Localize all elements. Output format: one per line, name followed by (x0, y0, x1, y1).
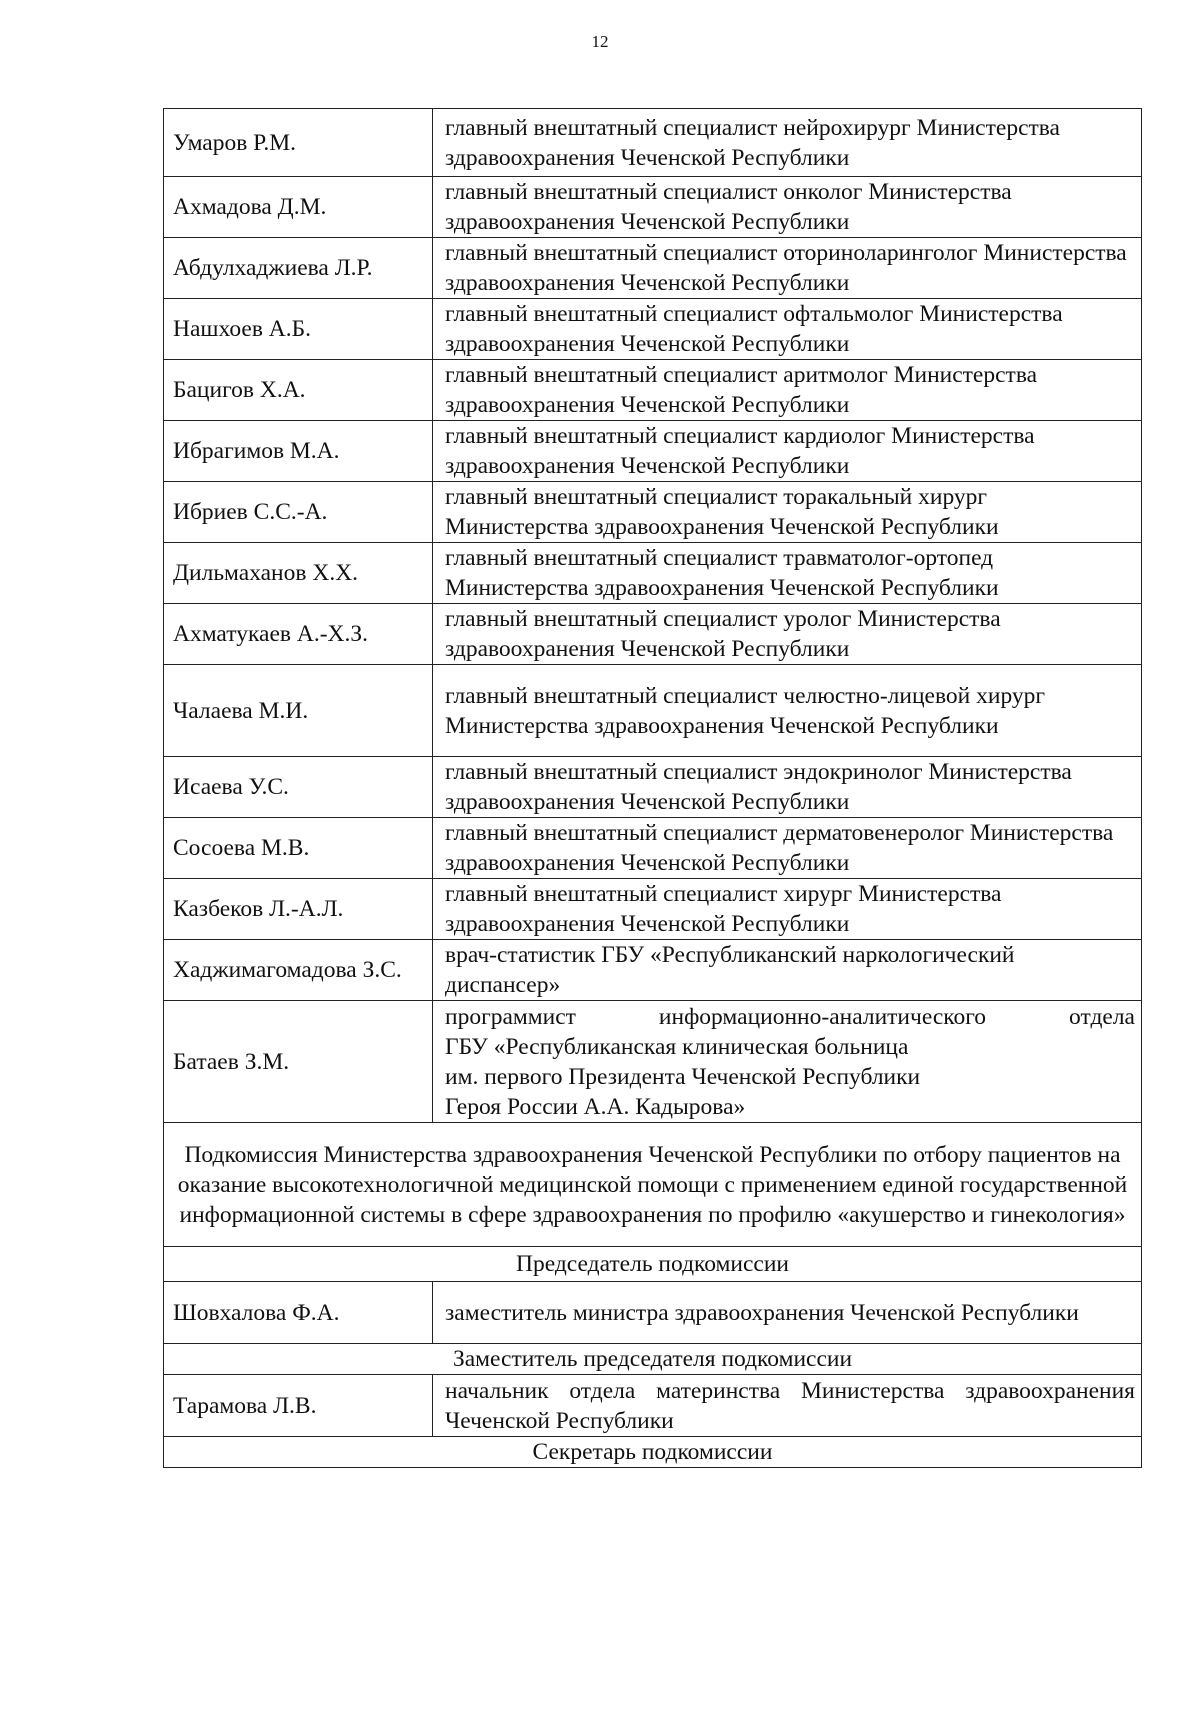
member-position: врач-статистик ГБУ «Республиканский наркологический диспансер» (433, 940, 1142, 1001)
member-position: главный внештатный специалист аритмолог Министерства здравоохранения Чеченской Республики (433, 360, 1142, 421)
member-name: Хаджимагомадова З.С. (164, 940, 433, 1001)
member-name: Шовхалова Ф.А. (164, 1282, 433, 1344)
member-position: заместитель министра здравоохранения Чеченской Республики (433, 1282, 1142, 1344)
member-position: главный внештатный специалист травматолог-ортопед Министерства здравоохранения Чеченской Республики (433, 543, 1142, 604)
member-position: главный внештатный специалист эндокринолог Министерства здравоохранения Чеченской Республики (433, 757, 1142, 818)
table-row (164, 818, 1142, 879)
subcommission-title: Подкомиссия Министерства здравоохранения Чеченской Республики по отбору пациентов на оказание высокотехнологичной медицинской помощи с применением единой государственной информационной системы в сфере здравоохранения по профилю «акушерство и гинекология» (164, 1123, 1142, 1247)
member-position: главный внештатный специалист уролог Министерства здравоохранения Чеченской Республики (433, 604, 1142, 665)
table-row (164, 238, 1142, 299)
table-row (164, 109, 1142, 177)
member-name: Тарамова Л.В. (164, 1375, 433, 1437)
member-name: Ахмадова Д.М. (164, 177, 433, 238)
member-name: Дильмаханов Х.Х. (164, 543, 433, 604)
member-position: главный внештатный специалист оториноларинголог Министерства здравоохранения Чеченской Республики (433, 238, 1142, 299)
table-row (164, 543, 1142, 604)
page-number: 12 (591, 32, 609, 51)
table-row (164, 360, 1142, 421)
member-name: Казбеков Л.-А.Л. (164, 879, 433, 940)
table-row (164, 940, 1142, 1001)
table-row (164, 665, 1142, 757)
position-line: им. первого Президента Чеченской Республики (445, 1063, 921, 1090)
member-name: Сосоева М.В. (164, 818, 433, 879)
table-row (164, 1001, 1142, 1123)
table-row (164, 879, 1142, 940)
member-position: главный внештатный специалист онколог Министерства здравоохранения Чеченской Республики (433, 177, 1142, 238)
table-row (164, 421, 1142, 482)
member-position: главный внештатный специалист хирург Министерства здравоохранения Чеченской Республики (433, 879, 1142, 940)
table-row (164, 757, 1142, 818)
table-row (164, 482, 1142, 543)
member-name: Ибриев С.С.-А. (164, 482, 433, 543)
member-position: главный внештатный специалист челюстно-лицевой хирург Министерства здравоохранения Чеченской Республики (433, 665, 1142, 757)
chair-heading-row (164, 1247, 1142, 1282)
table-row (164, 604, 1142, 665)
member-position: главный внештатный специалист торакальный хирург Министерства здравоохранения Чеченской Республики (433, 482, 1142, 543)
deputy-heading-row (164, 1344, 1142, 1375)
member-name: Нашхоев А.Б. (164, 299, 433, 360)
member-position: главный внештатный специалист нейрохирург Министерства здравоохранения Чеченской Республики (433, 109, 1142, 177)
member-position: главный внештатный специалист дерматовенеролог Министерства здравоохранения Чеченской Республики (433, 818, 1142, 879)
chair-heading: Председатель подкомиссии (164, 1247, 1142, 1282)
deputy-heading: Заместитель председателя подкомиссии (164, 1344, 1142, 1375)
member-name: Бацигов Х.А. (164, 360, 433, 421)
table-row (164, 299, 1142, 360)
members-table (163, 108, 1142, 1468)
member-position: главный внештатный специалист кардиолог Министерства здравоохранения Чеченской Республики (433, 421, 1142, 482)
member-name: Исаева У.С. (164, 757, 433, 818)
position-line: программист информационно-аналитического отдела (445, 1003, 1135, 1030)
position-line: Героя России А.А. Кадырова» (445, 1093, 746, 1120)
member-name: Ахматукаев А.-Х.З. (164, 604, 433, 665)
secretary-heading-row (164, 1437, 1142, 1468)
table-row (164, 177, 1142, 238)
position-line: ГБУ «Республиканская клиническая больница (445, 1033, 909, 1060)
member-name: Умаров Р.М. (164, 109, 433, 177)
subcommission-title-row (164, 1123, 1142, 1247)
member-name: Чалаева М.И. (164, 665, 433, 757)
member-name: Абдулхаджиева Л.Р. (164, 238, 433, 299)
table-row (164, 1282, 1142, 1344)
secretary-heading: Секретарь подкомиссии (164, 1437, 1142, 1468)
table-row (164, 1375, 1142, 1437)
member-position: начальник отдела материнства Министерства здравоохранения Чеченской Республики (433, 1375, 1142, 1437)
member-name: Батаев З.М. (164, 1001, 433, 1123)
member-position: главный внештатный специалист офтальмолог Министерства здравоохранения Чеченской Республики (433, 299, 1142, 360)
member-position (433, 1001, 1142, 1123)
member-name: Ибрагимов М.А. (164, 421, 433, 482)
